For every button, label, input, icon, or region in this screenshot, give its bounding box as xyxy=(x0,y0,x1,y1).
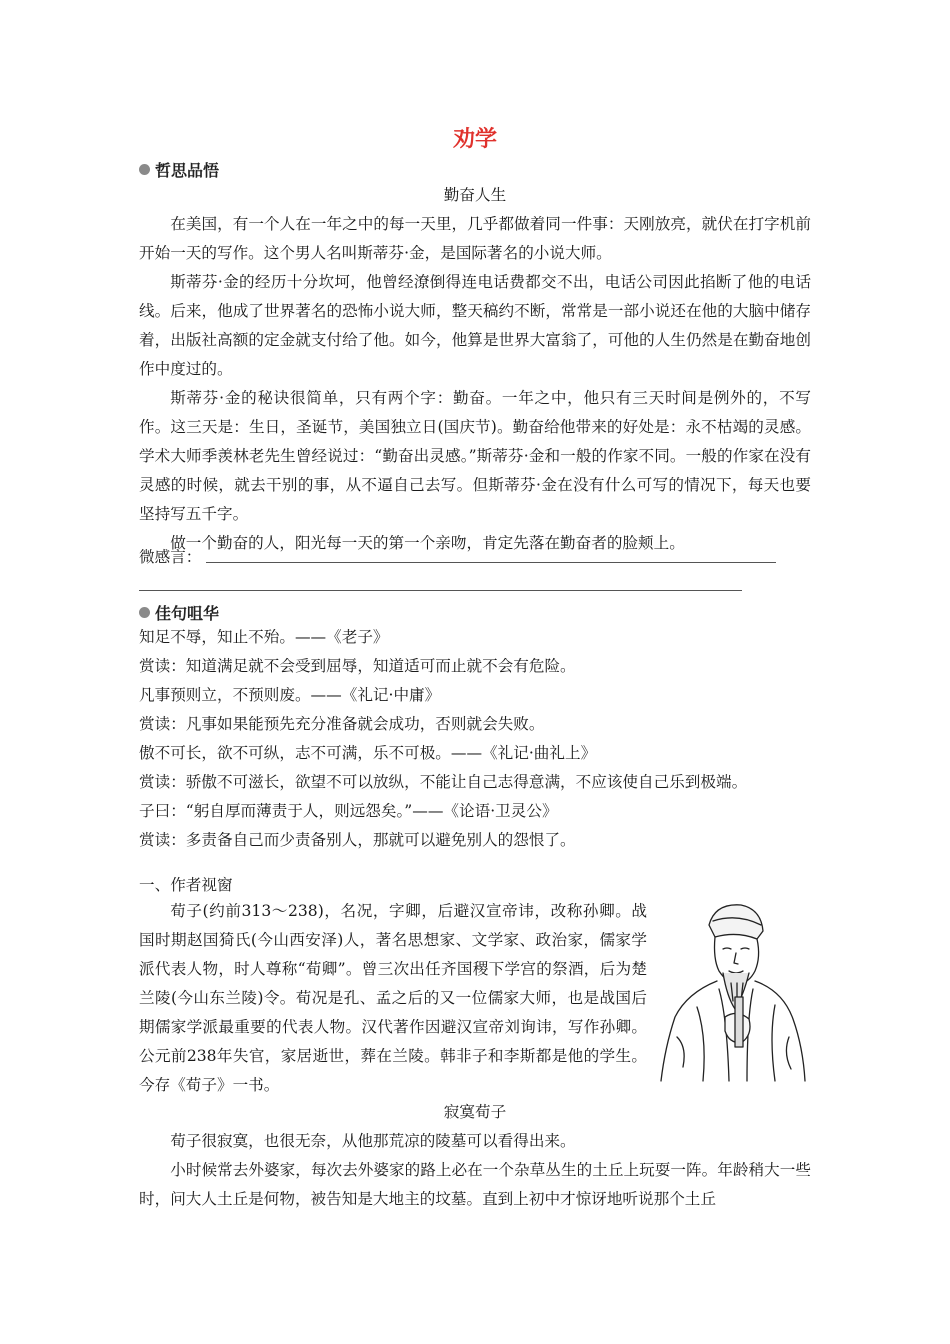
quote-line: 子曰：“躬自厚而薄责于人，则远怨矣。”——《论语·卫灵公》 xyxy=(139,802,558,820)
quote-line: 傲不可长，欲不可纵，志不可满，乐不可极。——《礼记·曲礼上》 xyxy=(139,744,597,762)
reflection-answer-line-2[interactable] xyxy=(139,590,742,591)
essay-subtitle: 寂寞荀子 xyxy=(443,1103,507,1121)
quote-line: 知足不辱，知止不殆。——《老子》 xyxy=(139,628,389,646)
appreciation-line: 赏读：骄傲不可滋长，欲望不可以放纵，不能让自己志得意满，不应该使自己乐到极端。 xyxy=(139,773,748,791)
section-heading-philosophy xyxy=(139,158,219,181)
bullet-dot-icon xyxy=(139,607,150,618)
bullet-dot-icon xyxy=(139,164,150,175)
essay-paragraph: 斯蒂芬·金的秘诀很简单，只有两个字：勤奋。一年之中，他只有三天时间是例外的，不写作。这三天是：生日，圣诞节，美国独立日(国庆节)。勤奋给他带来的好处是：永不枯竭的灵感。学术大师季羡林老先生曾经说过：“勤奋出灵感。”斯蒂芬·金和一般的作家不同。一般的作家在没有灵感的时候，就去干别的事，从不逼自己去写。但斯蒂芬·金在没有什么可写的情况下，每天也要坚持写五千字。 xyxy=(139,389,811,523)
essay-paragraph: 斯蒂芬·金的经历十分坎坷，他曾经潦倒得连电话费都交不出，电话公司因此掐断了他的电话线。后来，他成了世界著名的恐怖小说大师，整天稿约不断，常常是一部小说还在他的大脑中储存着，出版社高额的定金就支付给了他。如今，他算是世界大富翁了，可他的人生仍然是在勤奋地创作中度过的。 xyxy=(139,273,811,378)
xunzi-biography: 荀子(约前313～238)，名况，字卿，后避汉宣帝讳，改称孙卿。战国时期赵国猗氏(今山西安泽)人，著名思想家、文学家、政治家，儒家学派代表人物，时人尊称“荀卿”。曾三次出任齐国稷下学宫的祭酒，后为楚兰陵(今山东兰陵)令。荀况是孔、孟之后的又一位儒家大师，也是战国后期儒家学派最重要的代表人物。汉代著作因避汉宣帝刘询讳，写作孙卿。公元前238年失官，家居逝世，葬在兰陵。韩非子和李斯都是他的学生。今存《荀子》一书。 xyxy=(139,902,647,1094)
section-heading-text: 佳句咀华 xyxy=(155,604,220,623)
appreciation-line: 赏读：凡事如果能预先充分准备就会成功，否则就会失败。 xyxy=(139,715,545,733)
essay-subtitle: 勤奋人生 xyxy=(443,186,507,204)
author-window-heading: 一、作者视窗 xyxy=(139,876,233,894)
quote-line: 凡事预则立，不预则废。——《礼记·中庸》 xyxy=(139,686,441,704)
appreciation-line: 赏读：多责备自己而少责备别人，那就可以避免别人的怨恨了。 xyxy=(139,831,576,849)
section-heading-quotes xyxy=(139,601,219,624)
essay-paragraph: 在美国，有一个人在一年之中的每一天里，几乎都做着同一件事：天刚放亮，就伏在打字机前开始一天的写作。这个男人名叫斯蒂芬·金，是国际著名的小说大师。 xyxy=(139,215,811,262)
quotes-list xyxy=(139,623,811,855)
essay-paragraph: 小时候常去外婆家，每次去外婆家的路上必在一个杂草丛生的土丘上玩耍一阵。年龄稍大一些时，问大人土丘是何物，被告知是大地主的坟墓。直到上初中才惊讶地听说那个土丘 xyxy=(139,1161,811,1208)
reflection-answer-line[interactable] xyxy=(206,562,776,563)
appreciation-line: 赏读：知道满足就不会受到屈辱，知道适可而止就不会有危险。 xyxy=(139,657,576,675)
xunzi-portrait-image xyxy=(657,897,807,1083)
reflection-label: 微感言： xyxy=(139,548,202,566)
essay-paragraph: 荀子很寂寞，也很无奈，从他那荒凉的陵墓可以看得出来。 xyxy=(170,1132,576,1150)
essay-paragraph: 做一个勤奋的人，阳光每一天的第一个亲吻，肯定先落在勤奋者的脸颊上。 xyxy=(170,534,685,552)
essay-diligent-life xyxy=(139,181,811,558)
section-heading-text: 哲思品悟 xyxy=(155,161,220,180)
essay-lonely-xunzi xyxy=(139,1098,811,1214)
page-title: 劝学 xyxy=(452,127,497,152)
